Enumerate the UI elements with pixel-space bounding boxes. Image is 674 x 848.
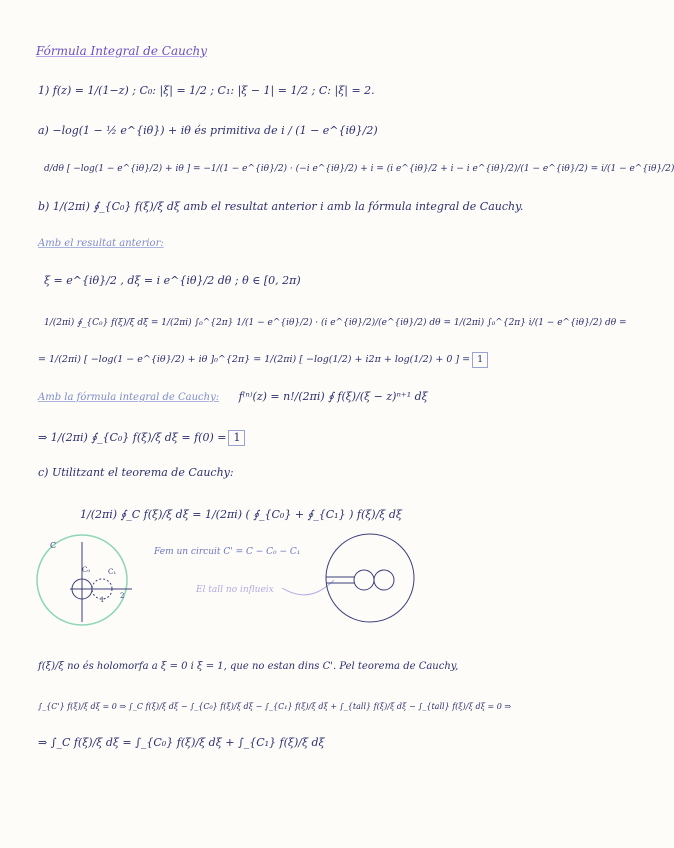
- label-c1: C₁: [108, 568, 117, 576]
- line-contour-split: 1/(2πi) ∮_C f(ξ)/ξ dξ = 1/(2πi) ( ∮_{C₀} + ∮_{C₁} ) f(ξ)/ξ dξ: [80, 508, 402, 521]
- inner-circle-0: [354, 570, 374, 590]
- right-contour-diagram: [326, 534, 414, 622]
- cut-note: El tall no influeix: [196, 585, 274, 595]
- line-cauchy-result: [38, 430, 245, 446]
- outer-circle: [326, 534, 414, 622]
- page-title: Fórmula Integral de Cauchy: [36, 44, 208, 58]
- cauchy-formula: f⁽ⁿ⁾(z) = n!/(2πi) ∮ f(ξ)/(ξ − z)ⁿ⁺¹ dξ: [238, 390, 428, 403]
- line-parametrization: ξ = e^{iθ}/2 , dξ = i e^{iθ}/2 dθ ; θ ∈ [0, 2π): [44, 274, 301, 287]
- line-part-b: b) 1/(2πi) ∮_{C₀} f(ξ)/ξ dξ amb el resultat anterior i amb la fórmula integral de Cauchy.: [38, 200, 524, 213]
- subheading-previous-result: Amb el resultat anterior:: [38, 238, 164, 249]
- line-final: ⇒ ∫_C f(ξ)/ξ dξ = ∫_{C₀} f(ξ)/ξ dξ + ∫_{C₁} f(ξ)/ξ dξ: [38, 736, 325, 749]
- result-box-2: 1: [228, 430, 245, 446]
- line-part-a: a) −log(1 − ½ e^{iθ}) + iθ és primitiva de i / (1 − e^{iθ}/2): [38, 124, 378, 137]
- line-cauchy-theorem: ∫_{C'} f(ξ)/ξ dξ = 0 ⇒ ∫_C f(ξ)/ξ dξ − ∫_{C₀} f(ξ)/ξ dξ − ∫_{C₁} f(ξ)/ξ dξ + ∫_{tall} f(ξ)/ξ dξ − ∫_{tall} f(ξ)/ξ dξ = 0 ⇒: [38, 702, 512, 711]
- inner-circle-1: [374, 570, 394, 590]
- subheading-cauchy-formula: Amb la fórmula integral de Cauchy:: [38, 392, 220, 403]
- contour-figure: [30, 532, 570, 632]
- left-contour-diagram: [37, 535, 132, 625]
- line-derivative: d/dθ [ −log(1 − e^{iθ}/2) + iθ ] = −1/(1 − e^{iθ}/2) · (−i e^{iθ}/2) + i = (i e^{iθ}/2 + i − i e^{iθ}/2)/(1 − e^{iθ}/2) = i/(1 − e^{iθ}/2): [44, 164, 674, 174]
- label-c: C: [50, 541, 57, 550]
- label-two: 2: [120, 592, 125, 600]
- line-integral-result: [38, 352, 488, 368]
- line-part-c: c) Utilitzant el teorema de Cauchy:: [38, 466, 234, 479]
- label-c0: C₀: [82, 566, 91, 574]
- circuit-note: Fem un circuit C' = C − C₀ − C₁: [154, 547, 301, 557]
- line-cauchy-formula: [38, 390, 428, 405]
- line-definitions: 1) f(z) = 1/(1−z) ; C₀: |ξ| = 1/2 ; C₁: |ξ − 1| = 1/2 ; C: |ξ| = 2.: [38, 84, 375, 97]
- integral-result-text: = 1/(2πi) [ −log(1 − e^{iθ}/2) + iθ ]₀^{2π} = 1/(2πi) [ −log(1/2) + i2π + log(1/2) + 0 ] =: [38, 354, 471, 365]
- line-holomorphy: f(ξ)/ξ no és holomorfa a ξ = 0 i ξ = 1, que no estan dins C'. Pel teorema de Cauchy,: [38, 661, 459, 672]
- label-one: 1: [100, 596, 105, 604]
- line-integral-computation: 1/(2πi) ∮_{C₀} f(ξ)/ξ dξ = 1/(2πi) ∫₀^{2π} 1/(1 − e^{iθ}/2) · (i e^{iθ}/2)/(e^{iθ}/2) dθ = 1/(2πi) ∫₀^{2π} i/(1 − e^{iθ}/2) dθ =: [44, 318, 627, 328]
- result-box: 1: [472, 352, 488, 368]
- cauchy-result-text: ⇒ 1/(2πi) ∮_{C₀} f(ξ)/ξ dξ = f(0) =: [38, 431, 227, 444]
